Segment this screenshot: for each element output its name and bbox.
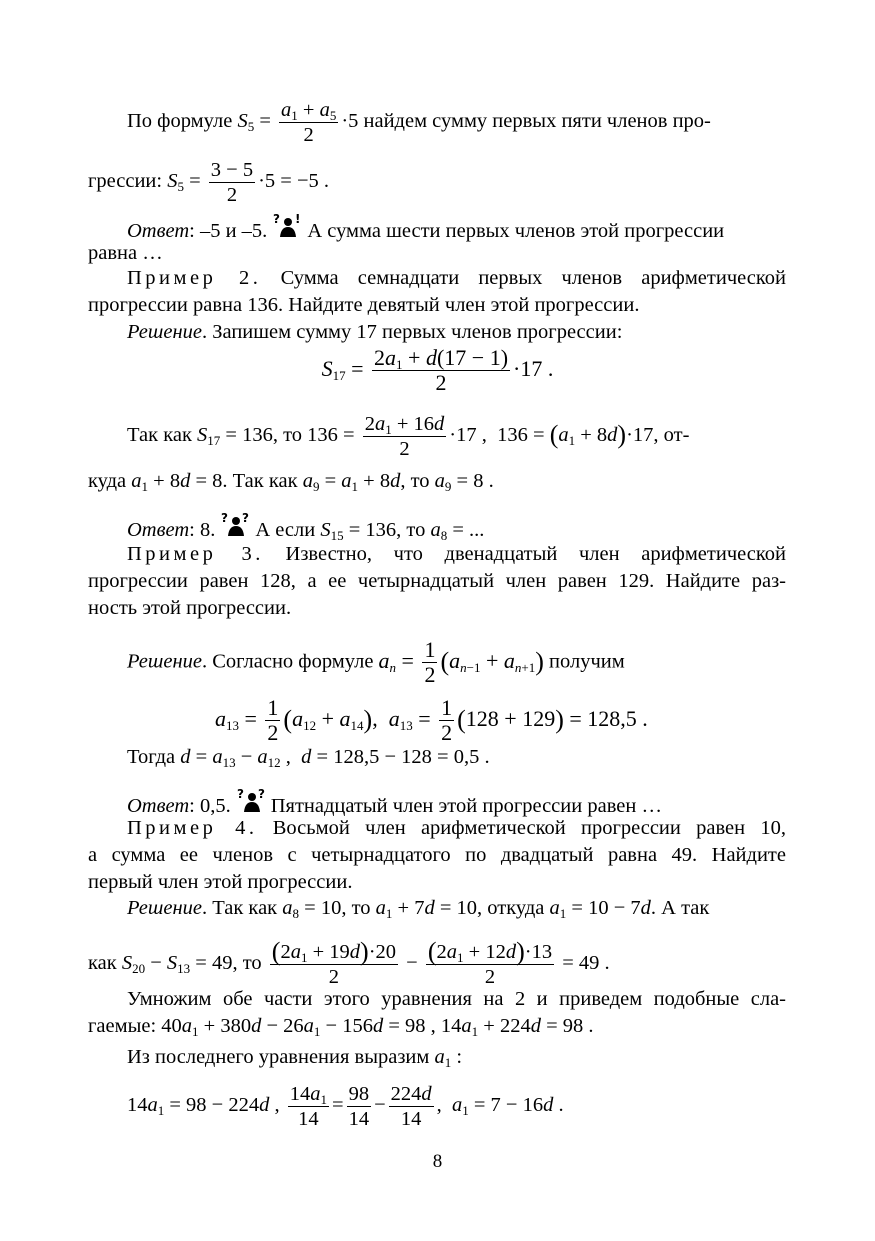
answer-label: Ответ [127, 519, 190, 541]
text-line [127, 265, 786, 292]
text: Пятнадцатый член этой прогрессии равен … [270, 795, 662, 817]
svg-text:?: ? [242, 512, 250, 525]
text: . Так как [222, 470, 298, 492]
text: Известно, что двенадцатый член арифметической [285, 543, 786, 565]
text-line: гаемые: $40a_1 + 380d - 26a_1 - 156d = 98$ , $14a_1 + 224d = 98$ . [88, 1015, 594, 1039]
text: А если [255, 519, 316, 541]
text: . Согласно формуле [201, 650, 374, 673]
text: Тогда [127, 746, 176, 768]
svg-text:!: ! [295, 213, 301, 226]
solution-label: Решение [127, 897, 202, 919]
text: По формуле [127, 110, 233, 133]
text-line: Решение. Так как $a_8 = 10$, то $a_1 + 7d = 10$, откуда $a_1 = 10 - 7d$. А так [127, 897, 710, 921]
text: . Так как [201, 897, 278, 919]
text: , то [341, 897, 371, 919]
text-line: Решение. Согласно формуле $a_n$ = $\frac{1}{2}$ $(a_{n-1} + a_{n+1})$ получим [127, 637, 625, 687]
page-number: 8 [432, 1151, 443, 1172]
answer-label: Ответ [127, 795, 190, 817]
text-line: куда $a_1 + 8d = 8$. Так как $a_9 = a_1 + 8d$, то $a_9 = 8$ . [88, 470, 494, 494]
text: Из последнего уравнения выразим [127, 1046, 430, 1068]
text: Восьмой член арифметической прогрессии равен 10, [272, 817, 786, 839]
text: . А так [650, 897, 710, 919]
text-line: ность этой прогрессии. [88, 597, 292, 619]
text-line [127, 98, 786, 147]
text: Так как [127, 424, 192, 447]
text: : –5 и –5. [189, 220, 268, 242]
text-line: Ответ: 8. ? ? А если $S_{15} = 136$, то $a_8$ = ... [127, 512, 485, 543]
formula-s5-value: $S_5$ = $\frac{3 - 5}{2}$ ·5 = −5 . [167, 159, 330, 206]
text: . Запишем сумму 17 первых членов прогрессии: [201, 321, 623, 343]
text-line: как $S_{20} - S_{13} = 49$, то $\frac{(2a_1 + 19d)\cdot 20}{2}$ − $\frac{(2a_1 + 12d)\cdot 13}{2}$ = 49 . [88, 937, 610, 988]
formula-s5: $S_5$ = $\frac{a_1 + a_5}{2}$ ·5 [237, 99, 359, 146]
text: Сумма семнадцати первых членов арифметической [280, 267, 786, 289]
text: гаемые: [88, 1015, 157, 1037]
formula-a1: $14a_1 = 98 - 224d$ , $\frac{14a_1}{14}$ = $\frac{98}{14}$ − $\frac{224d}{14}$ , $a_1 = 7 - 16d$ . [127, 1083, 564, 1130]
solution-label: Решение [127, 321, 202, 343]
text-line: Из последнего уравнения выразим $a_1$ : [127, 1046, 463, 1070]
answer-label: Ответ [127, 220, 190, 242]
svg-text:?: ? [236, 788, 244, 801]
question-exclamation-icon [273, 213, 303, 239]
text: , то [272, 424, 303, 447]
example-title: Пример 4. [127, 817, 258, 839]
text: , то [400, 470, 430, 492]
text: , от- [653, 424, 690, 447]
text: : 8. [189, 519, 216, 541]
solution-label: Решение [127, 650, 202, 673]
text-line: Тогда $d = a_{13} - a_{12}$ , d = 128,5 − 128 = 0,5 . [127, 746, 490, 770]
text: получим [549, 650, 625, 673]
text: куда [88, 470, 127, 492]
svg-text:?: ? [221, 512, 229, 525]
text: , откуда [477, 897, 545, 919]
text: А сумма шести первых членов этой прогрессии [307, 220, 725, 242]
text-line [127, 319, 786, 346]
text: как [88, 952, 117, 975]
text: , то [232, 952, 262, 975]
text-line: прогрессии равна 136. Найдите девятый член этой прогрессии. [88, 294, 640, 316]
svg-text:?: ? [257, 788, 265, 801]
formula-s17: $S_{17}$ = $\frac{2a_1 + d(17 - 1)}{2}$ ·17 . [321, 345, 554, 395]
text: , то [396, 519, 426, 541]
svg-text:?: ? [273, 213, 281, 226]
example-title: Пример 2. [127, 267, 262, 289]
question-icon [221, 512, 251, 538]
text-line: прогрессии равен 128, а ее четырнадцатый член равен 129. Найдите раз- [88, 570, 786, 592]
question-icon [237, 788, 267, 814]
example-title: Пример 3. [127, 543, 264, 565]
text: : 0,5. [189, 795, 231, 817]
text-line: первый член этой прогрессии. [88, 871, 353, 893]
text-line [127, 815, 786, 842]
text: найдем сумму первых пяти членов про- [363, 110, 711, 133]
text-line [88, 158, 786, 207]
text-line: а сумма ее членов с четырнадцатого по двадцатый равна 49. Найдите [88, 844, 786, 866]
text-line: равна … [88, 242, 163, 264]
text-line: Так как $S_{17} = 136$, то 136 = $\frac{2a_1 + 16d}{2}$ ·17 , $136 = (a_1 + 8d)\cdot 17$, от- [127, 413, 690, 460]
text-line: Умножим обе части этого уравнения на 2 и приведем подобные сла- [127, 988, 786, 1010]
text: грессии: [88, 170, 163, 193]
formula-a13: $a_{13}$ = $\frac{1}{2}$ $(a_{12} + a_{14})$, $a_{13}$ = $\frac{1}{2}$ (128 + 129) = 128,5 . [215, 695, 648, 745]
text-line [127, 541, 786, 568]
